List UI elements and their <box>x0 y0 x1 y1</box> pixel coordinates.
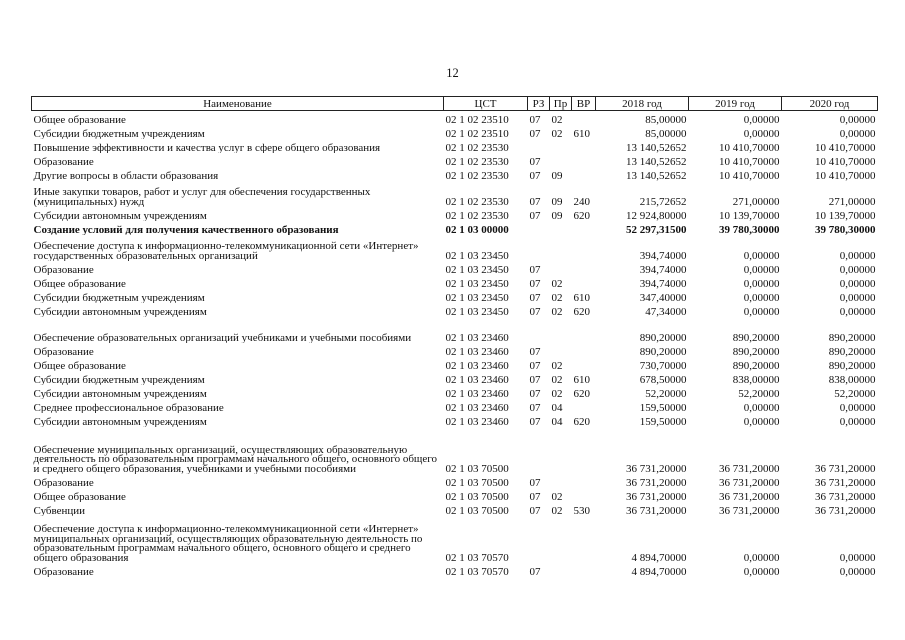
cell-pr <box>550 516 572 563</box>
table-row <box>32 502 878 516</box>
cell-y2020: 0,00000 <box>839 566 876 577</box>
cell-y2018: 36 731,20000 <box>626 463 687 474</box>
cell-y2019: 0,00000 <box>743 416 780 427</box>
cell-vr <box>572 357 596 371</box>
cell-cst: 02 1 03 00000 <box>445 224 509 235</box>
cell-name: Субсидии автономным учреждениям <box>33 387 207 399</box>
cell-vr <box>572 563 596 577</box>
cell-vr: 610 <box>573 292 590 303</box>
cell-name: Субсидии автономным учреждениям <box>33 305 207 317</box>
cell-name: Субсидии бюджетным учреждениям <box>33 291 205 303</box>
cell-cst: 02 1 03 23460 <box>445 374 509 385</box>
cell-y2019: 36 731,20000 <box>719 463 780 474</box>
cell-y2019: 890,20000 <box>732 360 780 371</box>
cell-name: Образование <box>33 155 94 167</box>
header-cst: ЦСТ <box>444 97 528 111</box>
table-row <box>32 427 878 474</box>
header-2018: 2018 год <box>596 97 689 111</box>
cell-y2019: 890,20000 <box>732 332 780 343</box>
cell-rz <box>528 516 550 563</box>
cell-pr: 02 <box>551 505 563 516</box>
cell-y2018: 52 297,31500 <box>626 224 687 235</box>
cell-y2020: 36 731,20000 <box>815 463 876 474</box>
cell-vr: 610 <box>573 374 590 385</box>
cell-cst: 02 1 02 23510 <box>445 114 509 125</box>
cell-y2018: 730,70000 <box>639 360 687 371</box>
cell-y2018: 4 894,70000 <box>631 552 687 563</box>
cell-y2020: 0,00000 <box>839 292 876 303</box>
cell-name: Образование <box>33 565 94 577</box>
cell-cst: 02 1 03 70500 <box>445 463 509 474</box>
cell-y2018: 890,20000 <box>639 346 687 357</box>
cell-cst: 02 1 03 70500 <box>445 505 509 516</box>
cell-y2020: 0,00000 <box>839 552 876 563</box>
cell-y2020: 890,20000 <box>828 360 876 371</box>
table-row <box>32 413 878 427</box>
budget-table <box>31 96 878 577</box>
cell-vr <box>572 343 596 357</box>
cell-rz <box>528 235 550 261</box>
cell-y2020: 36 731,20000 <box>815 491 876 502</box>
cell-y2019: 10 139,70000 <box>719 210 780 221</box>
cell-name: Субсидии бюджетным учреждениям <box>33 127 205 139</box>
cell-y2019: 271,00000 <box>732 196 780 207</box>
cell-pr: 02 <box>551 278 563 289</box>
cell-y2020: 36 731,20000 <box>815 505 876 516</box>
table-row <box>32 399 878 413</box>
cell-rz: 07 <box>529 360 541 371</box>
cell-vr: 620 <box>573 416 590 427</box>
cell-y2019: 0,00000 <box>743 552 780 563</box>
cell-name: Субсидии автономным учреждениям <box>33 415 207 427</box>
table-row <box>32 221 878 235</box>
cell-pr: 04 <box>551 402 563 413</box>
cell-y2019: 890,20000 <box>732 346 780 357</box>
header-row <box>32 97 878 111</box>
cell-pr: 02 <box>551 292 563 303</box>
cell-rz: 07 <box>529 477 541 488</box>
table-row <box>32 488 878 502</box>
cell-pr: 04 <box>551 416 563 427</box>
cell-y2020: 10 410,70000 <box>815 170 876 181</box>
cell-y2020: 271,00000 <box>828 196 876 207</box>
cell-y2018: 85,00000 <box>645 114 687 125</box>
cell-y2019: 10 410,70000 <box>719 156 780 167</box>
cell-rz: 07 <box>529 306 541 317</box>
cell-vr <box>572 167 596 181</box>
cell-rz: 07 <box>529 388 541 399</box>
cell-cst: 02 1 03 70570 <box>445 566 509 577</box>
cell-rz: 07 <box>529 156 541 167</box>
cell-cst: 02 1 03 70570 <box>445 552 509 563</box>
cell-name: Субвенции <box>33 504 86 516</box>
cell-rz: 07 <box>529 196 541 207</box>
cell-pr <box>550 427 572 474</box>
cell-rz <box>528 221 550 235</box>
cell-cst: 02 1 02 23530 <box>445 156 509 167</box>
cell-y2018: 36 731,20000 <box>626 505 687 516</box>
cell-pr <box>550 563 572 577</box>
cell-y2019: 0,00000 <box>743 566 780 577</box>
cell-vr <box>572 474 596 488</box>
cell-name: Обеспечение доступа к информационно-телекоммуникационной сети «Интернет» государственных образовательных организаций <box>33 240 419 261</box>
header-2019: 2019 год <box>689 97 782 111</box>
cell-pr: 02 <box>551 114 563 125</box>
cell-y2019: 10 410,70000 <box>719 170 780 181</box>
cell-name: Иные закупки товаров, работ и услуг для обеспечения государственных (муниципальных) нужд <box>33 186 371 207</box>
table-row <box>32 516 878 563</box>
cell-y2020: 39 780,30000 <box>815 224 876 235</box>
table-row <box>32 167 878 181</box>
cell-rz: 07 <box>529 346 541 357</box>
cell-y2019: 0,00000 <box>743 128 780 139</box>
cell-name: Образование <box>33 476 94 488</box>
table-row <box>32 371 878 385</box>
cell-name: Обеспечение доступа к информационно-телекоммуникационной сети «Интернет» муниципальных организаций, осуществляющих образовательную деятельность по образовательным программам начального общего, основного общего и среднего общего образования <box>33 523 423 563</box>
cell-y2018: 394,74000 <box>639 264 687 275</box>
cell-name: Другие вопросы в области образования <box>33 169 219 181</box>
cell-y2020: 10 410,70000 <box>815 156 876 167</box>
cell-y2018: 52,20000 <box>645 388 687 399</box>
table-row <box>32 235 878 261</box>
cell-pr <box>550 474 572 488</box>
cell-rz <box>528 427 550 474</box>
cell-name: Обеспечение муниципальных организаций, осуществляющих образовательную деятельность по образовательным программам начального общего, основного общего и среднего общего образования, учебниками и учебными пособиями <box>33 443 438 474</box>
cell-y2019: 0,00000 <box>743 292 780 303</box>
cell-name: Создание условий для получения качественного образования <box>33 223 339 235</box>
cell-rz <box>528 317 550 343</box>
cell-pr: 02 <box>551 306 563 317</box>
cell-vr <box>572 221 596 235</box>
cell-y2019: 10 410,70000 <box>719 142 780 153</box>
cell-pr <box>550 235 572 261</box>
cell-pr <box>550 139 572 153</box>
table-row <box>32 563 878 577</box>
cell-rz: 07 <box>529 491 541 502</box>
cell-y2020: 0,00000 <box>839 306 876 317</box>
table-row <box>32 207 878 221</box>
cell-pr: 09 <box>551 196 563 207</box>
cell-pr <box>550 261 572 275</box>
cell-y2019: 0,00000 <box>743 250 780 261</box>
cell-pr <box>550 317 572 343</box>
cell-vr <box>572 153 596 167</box>
cell-vr <box>572 399 596 413</box>
cell-y2019: 36 731,20000 <box>719 505 780 516</box>
cell-rz: 07 <box>529 505 541 516</box>
table-row <box>32 153 878 167</box>
cell-y2018: 394,74000 <box>639 278 687 289</box>
cell-cst: 02 1 02 23530 <box>445 196 509 207</box>
table-row <box>32 474 878 488</box>
cell-vr <box>572 275 596 289</box>
table-row <box>32 343 878 357</box>
cell-vr: 530 <box>573 505 590 516</box>
table-row <box>32 181 878 207</box>
cell-pr: 02 <box>551 360 563 371</box>
cell-cst: 02 1 03 23460 <box>445 416 509 427</box>
cell-vr: 610 <box>573 128 590 139</box>
cell-y2019: 0,00000 <box>743 264 780 275</box>
cell-cst: 02 1 03 23450 <box>445 292 509 303</box>
cell-pr <box>550 343 572 357</box>
cell-vr <box>572 111 596 126</box>
cell-vr: 620 <box>573 388 590 399</box>
cell-pr: 09 <box>551 170 563 181</box>
cell-y2019: 52,20000 <box>738 388 780 399</box>
cell-y2018: 159,50000 <box>639 416 687 427</box>
table-row <box>32 261 878 275</box>
cell-name: Общее образование <box>33 277 126 289</box>
cell-name: Общее образование <box>33 490 126 502</box>
cell-name: Образование <box>33 263 94 275</box>
cell-rz: 07 <box>529 170 541 181</box>
cell-cst: 02 1 03 70500 <box>445 477 509 488</box>
cell-name: Среднее профессиональное образование <box>33 401 224 413</box>
cell-pr: 02 <box>551 374 563 385</box>
cell-y2019: 0,00000 <box>743 306 780 317</box>
table-row <box>32 357 878 371</box>
cell-rz: 07 <box>529 114 541 125</box>
cell-vr <box>572 261 596 275</box>
cell-rz: 07 <box>529 566 541 577</box>
cell-pr: 02 <box>551 491 563 502</box>
cell-rz: 07 <box>529 402 541 413</box>
cell-pr <box>550 221 572 235</box>
cell-y2019: 36 731,20000 <box>719 491 780 502</box>
table-row <box>32 317 878 343</box>
cell-y2020: 52,20000 <box>834 388 876 399</box>
header-pr: Пр <box>550 97 572 111</box>
cell-rz: 07 <box>529 292 541 303</box>
cell-cst: 02 1 03 23450 <box>445 306 509 317</box>
table-row <box>32 385 878 399</box>
cell-rz: 07 <box>529 128 541 139</box>
cell-vr: 240 <box>573 196 590 207</box>
page-number: 12 <box>446 66 459 80</box>
cell-cst: 02 1 02 23530 <box>445 170 509 181</box>
cell-cst: 02 1 03 23450 <box>445 250 509 261</box>
cell-vr <box>572 139 596 153</box>
cell-rz: 07 <box>529 416 541 427</box>
cell-y2019: 0,00000 <box>743 114 780 125</box>
cell-y2018: 36 731,20000 <box>626 477 687 488</box>
cell-vr <box>572 235 596 261</box>
cell-pr: 09 <box>551 210 563 221</box>
cell-cst: 02 1 03 23460 <box>445 360 509 371</box>
cell-cst: 02 1 03 23460 <box>445 332 509 343</box>
table-row <box>32 275 878 289</box>
cell-vr <box>572 427 596 474</box>
cell-name: Образование <box>33 345 94 357</box>
cell-y2018: 13 140,52652 <box>626 142 687 153</box>
header-2020: 2020 год <box>782 97 878 111</box>
cell-y2019: 838,00000 <box>732 374 780 385</box>
cell-y2018: 13 140,52652 <box>626 156 687 167</box>
cell-y2020: 838,00000 <box>828 374 876 385</box>
cell-vr: 620 <box>573 306 590 317</box>
cell-cst: 02 1 03 23460 <box>445 388 509 399</box>
cell-cst: 02 1 02 23510 <box>445 128 509 139</box>
cell-cst: 02 1 02 23530 <box>445 210 509 221</box>
header-name: Наименование <box>32 97 444 111</box>
cell-pr <box>550 153 572 167</box>
cell-y2020: 0,00000 <box>839 416 876 427</box>
table-row <box>32 111 878 126</box>
table-row <box>32 139 878 153</box>
cell-y2018: 4 894,70000 <box>631 566 687 577</box>
cell-name: Общее образование <box>33 359 126 371</box>
cell-y2020: 0,00000 <box>839 114 876 125</box>
cell-name: Субсидии бюджетным учреждениям <box>33 373 205 385</box>
cell-rz <box>528 139 550 153</box>
cell-y2020: 36 731,20000 <box>815 477 876 488</box>
cell-cst: 02 1 03 23460 <box>445 402 509 413</box>
cell-name: Общее образование <box>33 113 126 125</box>
cell-y2019: 36 731,20000 <box>719 477 780 488</box>
header-rz: РЗ <box>528 97 550 111</box>
cell-y2020: 10 139,70000 <box>815 210 876 221</box>
cell-y2019: 39 780,30000 <box>719 224 780 235</box>
table-row <box>32 125 878 139</box>
cell-y2018: 890,20000 <box>639 332 687 343</box>
cell-vr <box>572 317 596 343</box>
table-body <box>32 111 878 578</box>
table-row <box>32 303 878 317</box>
cell-y2018: 47,34000 <box>645 306 687 317</box>
cell-y2020: 890,20000 <box>828 346 876 357</box>
cell-y2019: 0,00000 <box>743 278 780 289</box>
cell-vr <box>572 516 596 563</box>
cell-y2018: 394,74000 <box>639 250 687 261</box>
cell-y2020: 890,20000 <box>828 332 876 343</box>
cell-name: Обеспечение образовательных организаций учебниками и учебными пособиями <box>33 331 412 343</box>
cell-y2018: 13 140,52652 <box>626 170 687 181</box>
cell-y2018: 85,00000 <box>645 128 687 139</box>
cell-y2020: 0,00000 <box>839 264 876 275</box>
cell-y2018: 347,40000 <box>639 292 687 303</box>
header-vr: ВР <box>572 97 596 111</box>
cell-y2020: 0,00000 <box>839 250 876 261</box>
cell-vr: 620 <box>573 210 590 221</box>
cell-name: Повышение эффективности и качества услуг в сфере общего образования <box>33 141 381 153</box>
cell-y2018: 36 731,20000 <box>626 491 687 502</box>
cell-y2018: 12 924,80000 <box>626 210 687 221</box>
cell-y2019: 0,00000 <box>743 402 780 413</box>
cell-rz: 07 <box>529 278 541 289</box>
cell-rz: 07 <box>529 210 541 221</box>
cell-y2018: 678,50000 <box>639 374 687 385</box>
cell-cst: 02 1 03 23450 <box>445 278 509 289</box>
cell-y2018: 215,72652 <box>639 196 687 207</box>
cell-cst: 02 1 02 23530 <box>445 142 509 153</box>
cell-y2020: 10 410,70000 <box>815 142 876 153</box>
cell-cst: 02 1 03 23450 <box>445 264 509 275</box>
cell-y2020: 0,00000 <box>839 402 876 413</box>
cell-rz: 07 <box>529 264 541 275</box>
cell-y2020: 0,00000 <box>839 278 876 289</box>
cell-y2018: 159,50000 <box>639 402 687 413</box>
cell-cst: 02 1 03 23460 <box>445 346 509 357</box>
cell-rz: 07 <box>529 374 541 385</box>
table-row <box>32 289 878 303</box>
cell-pr: 02 <box>551 388 563 399</box>
cell-cst: 02 1 03 70500 <box>445 491 509 502</box>
cell-vr <box>572 488 596 502</box>
cell-name: Субсидии автономным учреждениям <box>33 209 207 221</box>
cell-pr: 02 <box>551 128 563 139</box>
cell-y2020: 0,00000 <box>839 128 876 139</box>
